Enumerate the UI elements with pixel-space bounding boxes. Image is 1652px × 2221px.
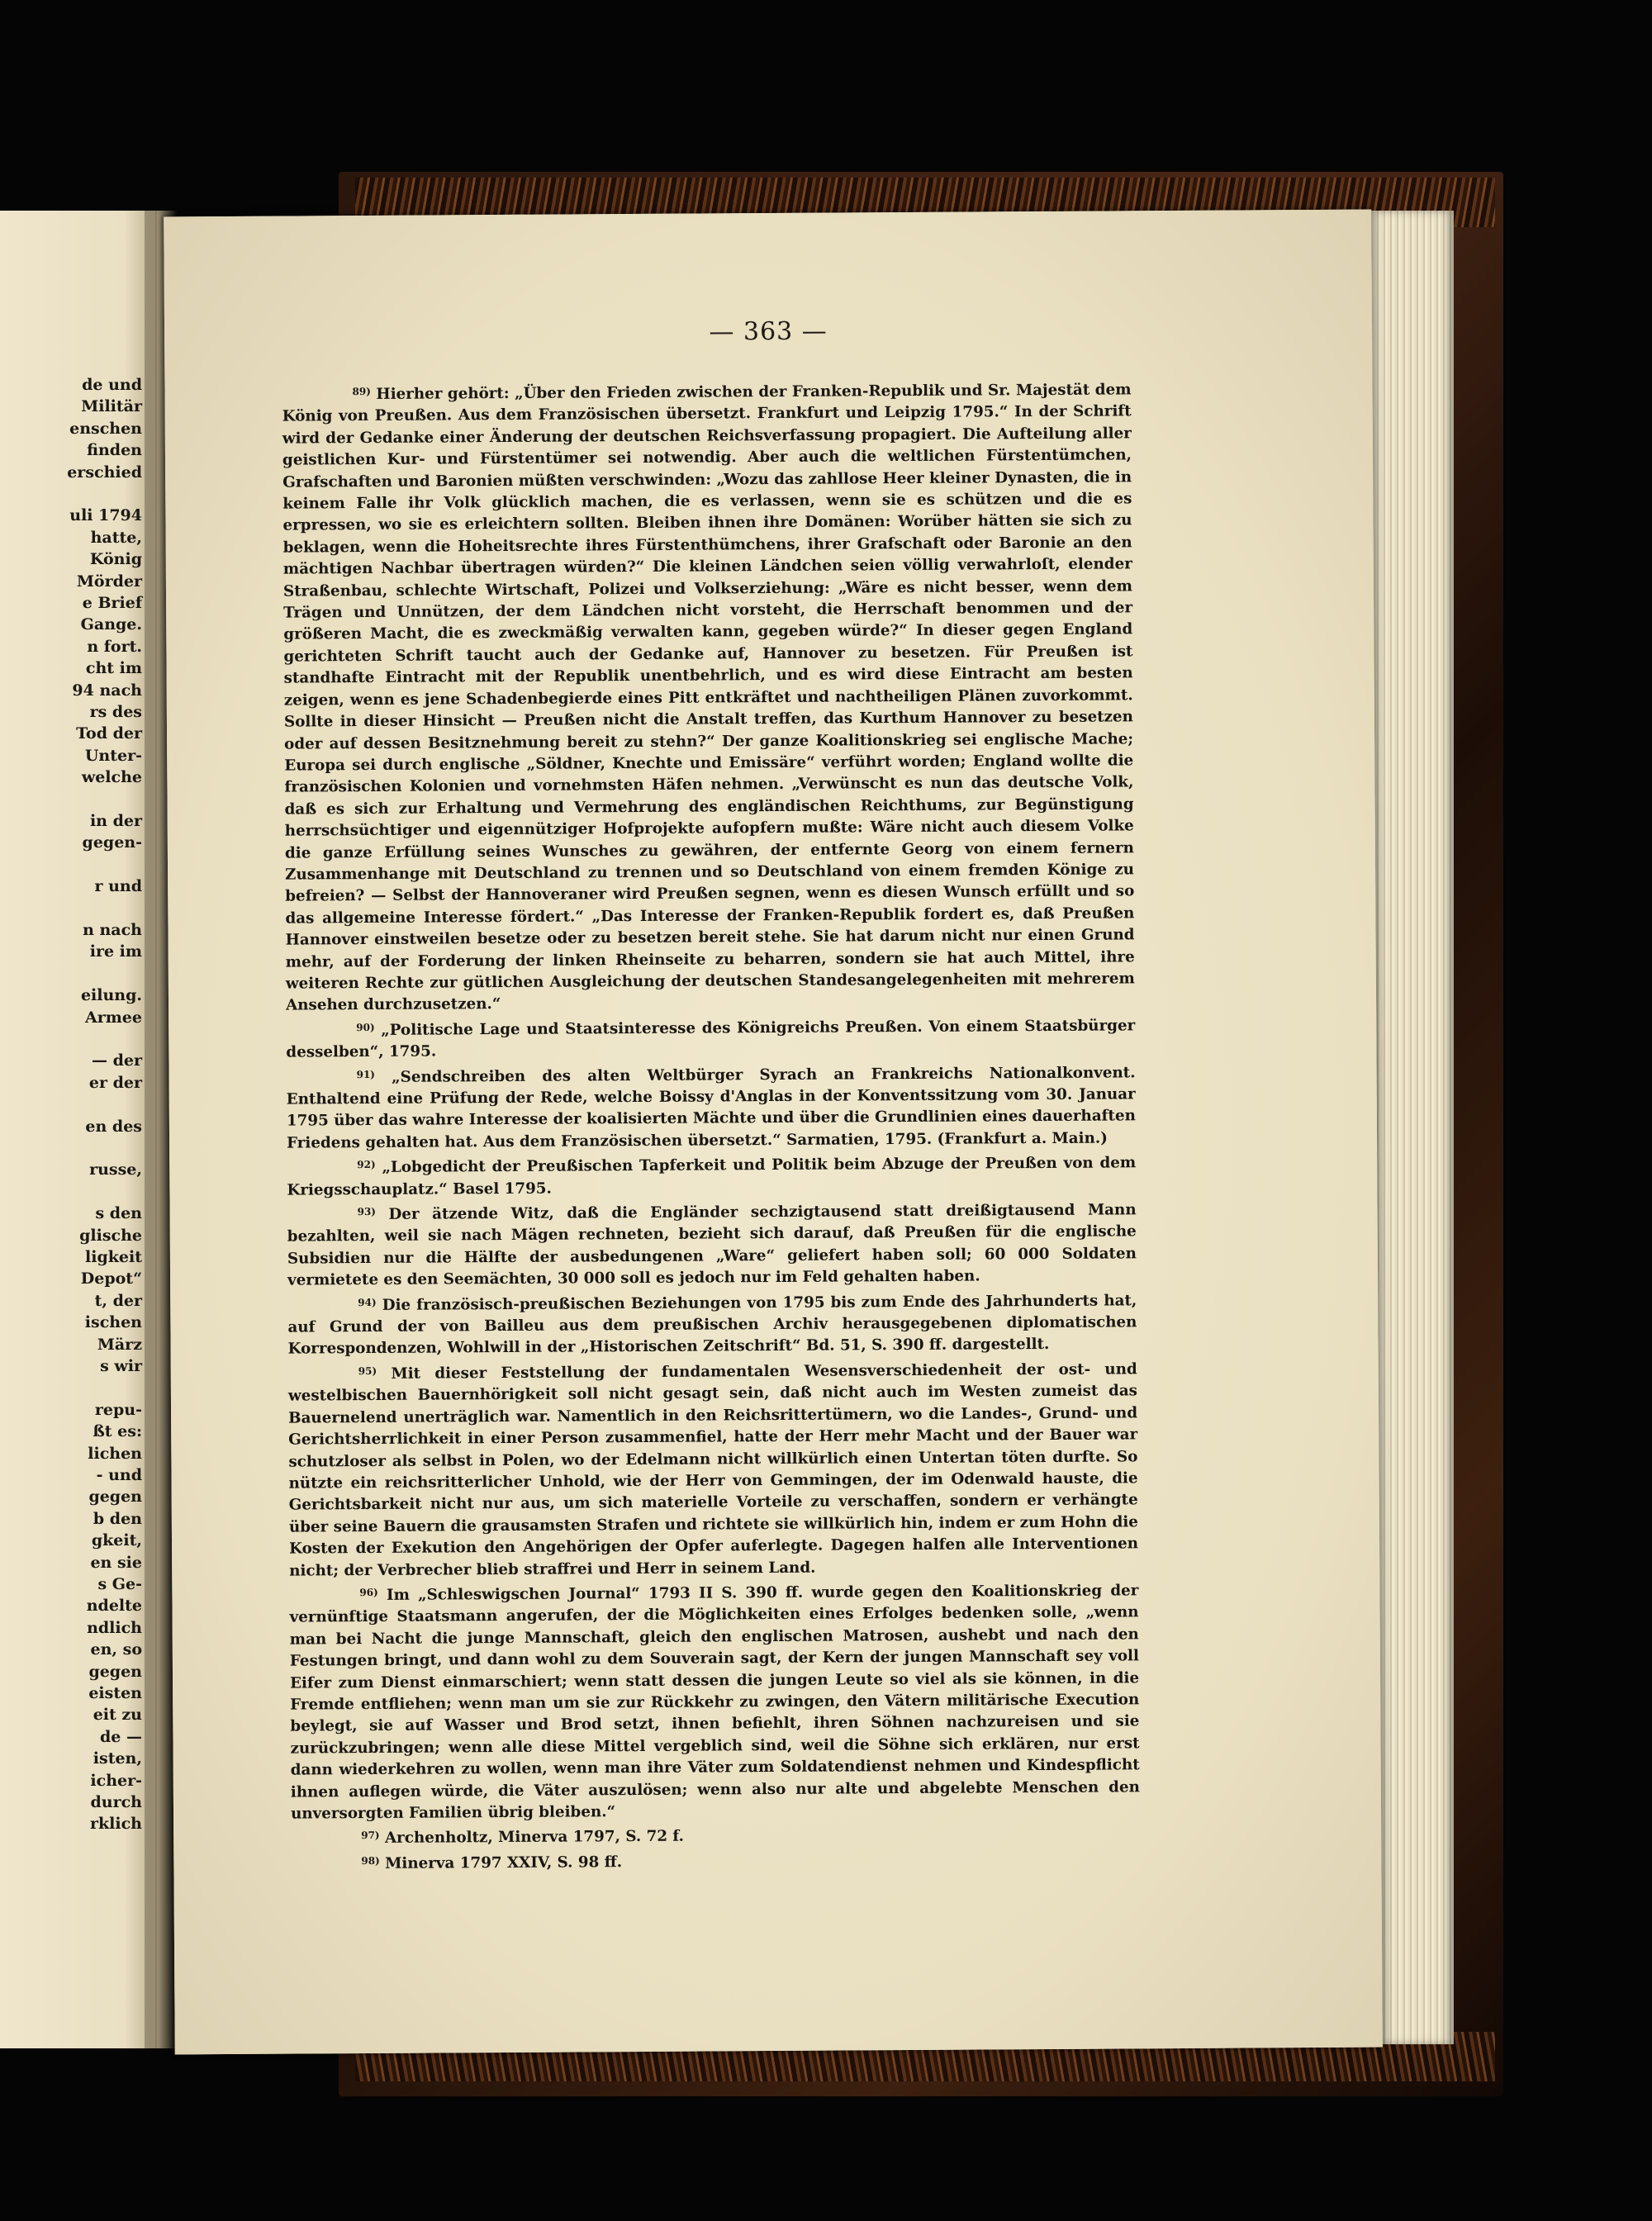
left-page-fragment: - und	[96, 1466, 142, 1484]
left-page-fragment: isten,	[93, 1749, 142, 1768]
footnote-ref: 90)	[356, 1021, 375, 1033]
left-page-fragment: gegen	[88, 1662, 142, 1681]
footnote-text: „Politische Lage und Staatsinteresse des Königreichs Preußen. Von einem Staatsbürger desselben“, 1795.	[286, 1017, 1136, 1061]
left-page-fragment: eit zu	[93, 1706, 142, 1725]
left-page-fragment: in der	[89, 812, 142, 830]
footnote-text: Der ätzende Witz, daß die Engländer sechzigtausend statt dreißigtausend Mann bezahlten, weil sie nach Mägen rechneten, bezieht sich darauf, daß Preußen für die englische Subsidien nur die Hälfte der ausbedungenen „Ware“ geliefert haben soll; 60 000 Soldaten vermietete es den Seemächten, 30 000 soll es jedoch nur im Feld gehalten haben.	[287, 1201, 1137, 1289]
footnote	[287, 1196, 1137, 1292]
left-page-fragment: t, der	[94, 1291, 142, 1310]
left-page-fragment: Armee	[84, 1008, 142, 1027]
left-page-fragment: s Ge-	[97, 1575, 142, 1593]
footnote-text: „Sendschreiben des alten Weltbürger Syrach an Frankreichs Nationalkonvent. Enthaltend eine Prüfung der Rede, welche Boissy d'Anglas in der Konventssitzung vom 30. Januar 1795 über das wahre Interesse der koalisierten Mächte und über die Grundlinien eines dauerhaften Friedens gehalten hat. Aus dem Französischen übersetzt.“ Sarmatien, 1795. (Frankfurt a. Main.)	[286, 1063, 1136, 1152]
left-page-fragment: Mörder	[76, 572, 142, 591]
footnote-ref: 89)	[352, 385, 371, 398]
left-page-fragment: durch	[90, 1793, 142, 1811]
left-page-fragment: icher-	[90, 1771, 142, 1790]
left-page-fragment: s wir	[100, 1357, 142, 1375]
left-page-fragment: ire im	[89, 942, 142, 961]
left-page-fragment: Tod der	[76, 724, 142, 743]
footnote-ref: 92)	[357, 1159, 376, 1171]
left-page-fragment: welche	[81, 768, 142, 787]
left-page-fragment: gegen-	[82, 833, 142, 852]
left-page-fragment: e Brief	[82, 594, 142, 612]
footnote-ref: 91)	[356, 1068, 375, 1080]
left-page-fragment: repu-	[94, 1400, 142, 1419]
left-page-fragment: rklich	[90, 1815, 142, 1834]
left-page-fragment: n fort.	[87, 637, 142, 656]
left-page-fragment: cht im	[85, 659, 142, 678]
footnote	[282, 376, 1135, 1017]
left-page-fragment: Militär	[81, 397, 142, 416]
footnote	[288, 1355, 1139, 1582]
left-page-fragment: finden	[87, 441, 142, 460]
right-page	[164, 210, 1383, 2055]
left-page-fragment: s den	[95, 1204, 142, 1223]
footnote	[289, 1577, 1140, 1825]
left-page-fragment: russe,	[89, 1160, 142, 1179]
left-page-fragment: ndelte	[86, 1597, 142, 1616]
left-page-fragment: en, so	[90, 1640, 142, 1659]
left-page-fragment: de —	[100, 1727, 142, 1746]
left-page-fragment: — der	[92, 1051, 142, 1070]
left-page-fragment: Gange.	[80, 615, 142, 634]
footnote	[287, 1150, 1136, 1202]
footnote-ref: 98)	[361, 1854, 380, 1867]
left-page-fragment: erschied	[67, 463, 142, 482]
left-page-fragment: ßt es:	[93, 1422, 142, 1441]
left-page-fragment: en sie	[90, 1553, 142, 1572]
footnote-ref: 95)	[358, 1364, 377, 1377]
left-page-fragment: b den	[93, 1509, 142, 1528]
footnote-text: Minerva 1797 XXIV, S. 98 ff.	[379, 1853, 623, 1872]
left-page-fragment: Unter-	[84, 746, 142, 765]
footnote-text: „Lobgedicht der Preußischen Tapferkeit und Politik beim Abzuge der Preußen von dem Kriegsschauplatz.“ Basel 1795.	[287, 1154, 1137, 1199]
footnote-ref: 97)	[361, 1829, 380, 1842]
left-page-fragment: n nach	[83, 921, 142, 939]
left-page-fragment: glische	[79, 1226, 142, 1245]
footnotes-block	[282, 376, 1140, 1875]
left-page-fragment: gegen	[88, 1488, 142, 1507]
footnote-ref: 96)	[359, 1586, 378, 1599]
left-page-fragment: en des	[85, 1117, 142, 1136]
left-page-fragment: r und	[94, 877, 142, 896]
left-page-fragment: lichen	[88, 1444, 142, 1463]
left-page-fragment: Depot“	[80, 1269, 142, 1288]
footnote-text: Archenholtz, Minerva 1797, S. 72 f.	[379, 1828, 685, 1848]
left-page-fragment: eilung.	[80, 986, 142, 1005]
left-page-fragment: enschen	[69, 419, 142, 438]
left-page-fragment: de und	[82, 376, 142, 394]
page-number: — 363 —	[709, 316, 828, 347]
footnote-text: Die französisch-preußischen Beziehungen von 1795 bis zum Ende des Jahrhunderts hat, auf Grund der von Bailleu aus dem preußischen Archiv herausgegebenen diplomatischen Korrespondenzen, Wohlwill in der „Historischen Zeitschrift“ Bd. 51, S. 390 ff. dargestellt.	[287, 1291, 1137, 1359]
left-page-fragment: er der	[88, 1073, 142, 1092]
footnote-text: Im „Schleswigschen Journal“ 1793 II S. 390 ff. wurde gegen den Koalitionskrieg der vernünftige Staatsmann angerufen, der die Möglichkeiten eines Erfolges bedenken solle, „wenn man bei Nacht die junge Mannschaft, gleich den englischen Matrosen, aushebt und nach den Festungen bringt, und dann wohl zu dem Souverain sagt, der Kern der jungen Mannschaft sey voll Eifer zum Dienst einmarschiert; wenn statt dessen die jungen Leute so viel als sie können, in die Fremde entfliehen; wenn man um sie zur Rückkehr zu zwingen, den Vätern militärische Execution beylegt, sie auf Wasser und Brod setzt, ihnen befiehlt, ihren Söhnen nachzureisen und sie zurückzubringen; wenn alle diese Mittel vergeblich sind, weil die Söhne sich erklären, nur erst dann wiederkehren zu wollen, wenn man ihre Väter zum Soldatendienst nehmen und Kindespflicht ihnen auflegen würde, die Väter auszulösen; wenn also nur alte und abgelebte Menschen den unversorgten Familien übrig bleiben.“	[289, 1582, 1140, 1823]
left-page-fragment: hatte,	[90, 528, 142, 547]
left-page-fragment: ndlich	[87, 1618, 142, 1637]
footnote	[286, 1059, 1136, 1155]
footnote-ref: 94)	[358, 1296, 377, 1308]
left-page-fragment: ligkeit	[85, 1248, 142, 1266]
footnote-text: Mit dieser Feststellung der fundamentalen Wesensverschiedenheit der ost- und westelbischen Bauernhörigkeit soll nicht gesagt sein, daß nicht auch im Westen zumeist das Bauernelend unerträglich war. Namentlich in den Reichsrittertümern, wo die Landes-, Grund- und Gerichtsherrlichkeit in einer Person zusammenfiel, hatte der Herr mehr Macht und der Bauer war schutzloser als selbst in Polen, wo der Edelmann nicht willkürlich einen Untertan töten durfte. So nützte ein reichsritterlicher Unhold, wie der Herr von Gemmingen, der im Odenwald hauste, die Gerichtsbarkeit nicht nur aus, um sich materielle Vorteile zu verschaffen, sondern er verhängte über seine Bauern die grausamsten Strafen und richtete sie willkürlich hin, indem er zum Hohn die Kosten der Exekution den Angehörigen der Opfer auferlegte. Dagegen halfen alle Interventionen nicht; der Verbrecher blieb straffrei und Herr in seinem Land.	[287, 1360, 1139, 1580]
footnote-ref: 93)	[357, 1205, 377, 1218]
left-page-fragment: 94 nach	[72, 681, 142, 700]
left-page-fragment: uli 1794	[69, 506, 142, 525]
left-page	[0, 211, 155, 2048]
footnote	[286, 1012, 1135, 1064]
left-page-fragment: März	[97, 1335, 142, 1354]
footnote	[291, 1845, 1140, 1876]
footnote-text: Hierher gehört: „Über den Frieden zwischen der Franken-Republik und Sr. Majestät dem König von Preußen. Aus dem Französischen übersetzt. Frankfurt und Leipzig 1795.“ In der Schrift wird der Gedanke einer Änderung der deutschen Reichsverfassung propagiert. Die Aufteilung aller geistlichen Kur- und Fürstentümer sei notwendig. Aber auch die weltlichen Fürstentümchen, Grafschaften und Baronien müßten verschwinden: „Wozu das zahllose Heer kleiner Dynasten, die in keinem Falle ihr Volk glücklich machen, die es verlassen, wenn sie es schützen und die es erpressen, wo sie es erleichtern sollten. Bleiben ihnen ihre Domänen: Worüber hätten sie sich zu beklagen, wenn die Hoheitsrechte ihres Fürstenthümchens, ihrer Grafschaft oder Baronie an den mächtigen Nachbar übertragen würden?“ Die kleinen Ländchen seien völlig verwahrloſt, elender Straßenbau, schlechte Wirtschaft, Polizei und Volkserziehung: „Wäre es nicht besser, wenn dem Trägen und Unnützen, der dem Ländchen nicht vorsteht, die Herrschaft benommen und der größeren Macht, die es zweckmäßig verwalten kann, gegeben würde?“ In dieser gegen England gerichteten Schrift taucht auch der Gedanke auf, Hannover zu besetzen. Für Preußen ist standhafte Eintracht mit der Republik unentbehrlich, und es wird diese Eintracht am besten zeigen, wenn es jene Schadenbegierde eines Pitt entkräftet und nachtheiligen Plänen zuvorkommt. Sollte in dieser Hinsicht — Preußen nicht die Anstalt treffen, das Kurthum Hannover zu besetzen oder auf dessen Besitznehmung bereit zu stehn?“ Der ganze Koalitionskrieg sei englische Mache; Europa sei durch englische „Söldner, Knechte und Emissäre“ verführt worden; England wollte die französischen Kolonien und vornehmsten Häfen nehmen. „Verwünscht es nun das deutsche Volk, daß es sich zur Erhaltung und Vermehrung des engländischen Reichthums, zur Begünstigung herrschsüchtiger und eigennütziger Hofprojekte aufopfern mußte: Wäre nicht auch diesem Volke die ganze Erfüllung seines Wunsches zu gewähren, der entfernte Georg von einem fernern Zusammenhange mit Deutschland zu trennen und so Deutschland von einem fremden Könige zu befreien? — Selbst der Hannoveraner wird Preußen segnen, wenn es diesen Wunsch erfüllt und so das allgemeine Interesse fördert.“ „Das Interesse der Franken-Republik fordert es, daß Preußen Hannover einstweilen besetze oder zu besetzen bereit stehe. Sie hat darum nicht nur einen Grund mehr, auf der Forderung der linken Rheinseite zu beharren, sondern sie hat auch Mittel, ihre weiteren Rechte zur gütlichen Ausgleichung der deutschen Standesangelegenheiten mit mehrerem Ansehen durchzusetzen.“	[282, 381, 1135, 1014]
left-page-fragment: König	[89, 550, 142, 569]
left-page-fragment: rs des	[89, 703, 142, 721]
left-page-fragment: ischen	[84, 1313, 142, 1332]
left-page-fragment: gkeit,	[91, 1531, 142, 1550]
left-page-fragment: eisten	[88, 1684, 142, 1702]
footnote	[287, 1287, 1137, 1360]
